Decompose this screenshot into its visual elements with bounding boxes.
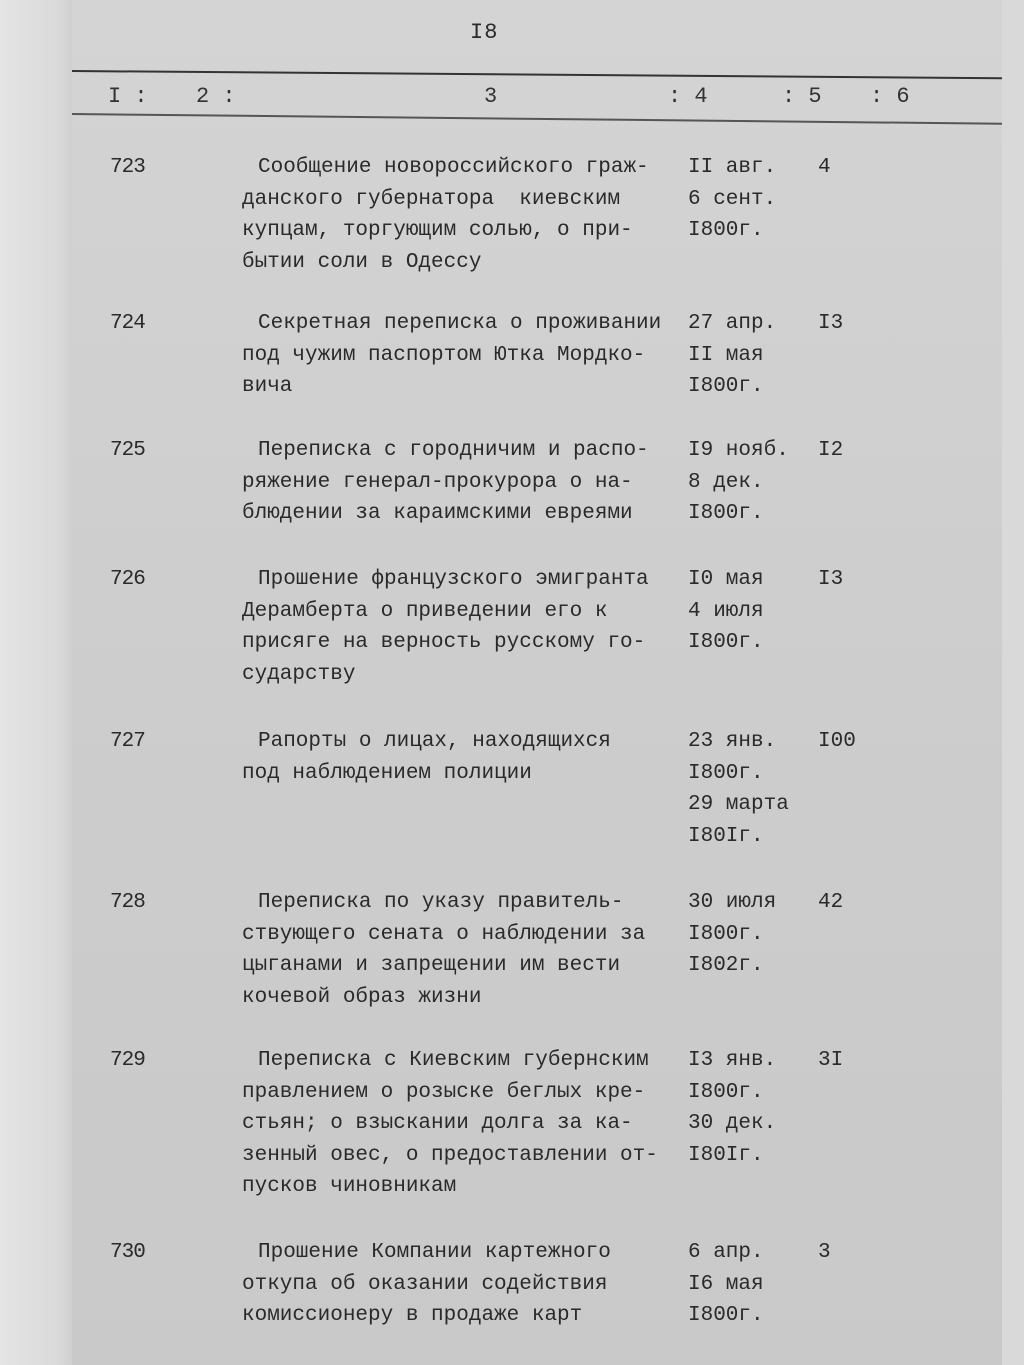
description-line: Переписка с городничим и распо- <box>258 439 649 462</box>
entry-dates <box>688 435 808 530</box>
description-line: цыганами и запрещении им вести <box>242 954 621 977</box>
date-line: 4 июля <box>688 599 764 623</box>
entry-description <box>242 564 692 690</box>
description-line: Секретная переписка о проживании <box>258 312 662 335</box>
page-right-edge <box>1002 0 1024 1365</box>
description-line: блюдении за караимскими евреями <box>242 502 633 525</box>
entry-sheet-count: 3I <box>818 1049 844 1072</box>
column-header-2: 2 : <box>196 84 236 109</box>
date-line: I800г. <box>688 1080 764 1104</box>
entry-number: 725 <box>110 439 145 462</box>
entry-number: 724 <box>110 312 145 335</box>
description-line: Переписка с Киевским губернским <box>258 1049 649 1072</box>
date-line: I80Iг. <box>688 1143 764 1167</box>
description-line: кочевой образ жизни <box>242 985 482 1009</box>
entry-dates <box>688 1045 808 1171</box>
entry-dates <box>688 308 808 403</box>
description-line: ряжение генерал-прокурора о на- <box>242 470 633 494</box>
description-line: комиссионеру в продаже карт <box>242 1304 583 1327</box>
entry-sheet-count: I00 <box>818 730 856 753</box>
date-line: I800г. <box>688 631 764 654</box>
entry-sheet-count: I3 <box>818 312 844 335</box>
date-line: II авг. <box>688 156 777 179</box>
entry-dates <box>688 152 808 247</box>
entry-number: 723 <box>110 156 145 179</box>
description-line: Переписка по указу правитель- <box>258 891 624 914</box>
description-line: пусков чиновникам <box>242 1175 457 1198</box>
entry-sheet-count: 42 <box>818 891 844 914</box>
entry-description <box>242 152 692 278</box>
entry-number: 729 <box>110 1049 145 1072</box>
date-line: I80Iг. <box>688 824 764 848</box>
description-line: присяге на верность русскому го- <box>242 631 646 654</box>
entry-description <box>242 1045 692 1203</box>
date-line: I6 мая <box>688 1272 764 1296</box>
description-line: правлением о розыске беглых кре- <box>242 1080 646 1104</box>
date-line: 29 марта <box>688 793 789 816</box>
entry-description <box>242 887 692 1013</box>
description-line: под наблюдением полиции <box>242 761 532 785</box>
entry-number: 726 <box>110 568 145 591</box>
entry-description <box>242 726 692 789</box>
column-header-4: : 4 <box>668 84 708 109</box>
column-header-3: 3 <box>484 84 498 109</box>
date-line: I800г. <box>688 375 764 398</box>
date-line: II мая <box>688 343 764 367</box>
entry-sheet-count: I3 <box>818 568 844 591</box>
date-line: I800г. <box>688 219 764 242</box>
date-line: 27 апр. <box>688 312 777 335</box>
date-line: 23 янв. <box>688 730 777 753</box>
description-line: Дерамберта о приведении его к <box>242 599 608 623</box>
date-line: 6 сент. <box>688 187 777 211</box>
page-number: I8 <box>470 20 499 45</box>
entry-dates <box>688 887 808 982</box>
date-line: I800г. <box>688 761 764 785</box>
date-line: I3 янв. <box>688 1049 777 1072</box>
entry-sheet-count: 3 <box>818 1241 831 1264</box>
entry-number: 727 <box>110 730 145 753</box>
description-line: Рапорты о лицах, находящихся <box>258 730 611 753</box>
description-line: сударству <box>242 662 356 686</box>
column-header-1: I : <box>108 84 148 109</box>
description-line: купцам, торгующим солью, о при- <box>242 219 633 242</box>
entry-description <box>242 308 692 403</box>
description-line: стьян; о взыскании долга за ка- <box>242 1112 633 1135</box>
description-line: под чужим паспортом Ютка Мордко- <box>242 343 646 367</box>
date-line: I0 мая <box>688 568 764 591</box>
date-line: 8 дек. <box>688 470 764 494</box>
entry-dates <box>688 1237 808 1332</box>
column-header-5: : 5 <box>782 84 822 109</box>
adjacent-page-edge <box>0 0 72 1365</box>
date-line: I9 нояб. <box>688 439 789 462</box>
entry-number: 728 <box>110 891 145 914</box>
entry-description <box>242 435 692 530</box>
date-line: I800г. <box>688 922 764 946</box>
entry-sheet-count: 4 <box>818 156 831 179</box>
entry-dates <box>688 726 808 852</box>
date-line: 30 дек. <box>688 1112 777 1135</box>
description-line: данского губернатора киевским <box>242 187 621 211</box>
entry-number: 730 <box>110 1241 145 1264</box>
description-line: откупа об оказании содействия <box>242 1272 608 1296</box>
entry-description <box>242 1237 692 1332</box>
date-line: I800г. <box>688 1304 764 1327</box>
date-line: I802г. <box>688 954 764 977</box>
date-line: 6 апр. <box>688 1241 764 1264</box>
date-line: 30 июля <box>688 891 777 914</box>
description-line: бытии соли в Одессу <box>242 250 482 274</box>
description-line: зенный овес, о предоставлении от- <box>242 1143 658 1167</box>
column-header-6: : 6 <box>870 84 910 109</box>
description-line: ствующего сената о наблюдении за <box>242 922 646 946</box>
description-line: Сообщение новороссийского граж- <box>258 156 649 179</box>
date-line: I800г. <box>688 502 764 525</box>
entry-sheet-count: I2 <box>818 439 844 462</box>
description-line: Прошение Компании картежного <box>258 1241 611 1264</box>
entry-dates <box>688 564 808 659</box>
description-line: Прошение французского эмигранта <box>258 568 649 591</box>
description-line: вича <box>242 375 293 398</box>
